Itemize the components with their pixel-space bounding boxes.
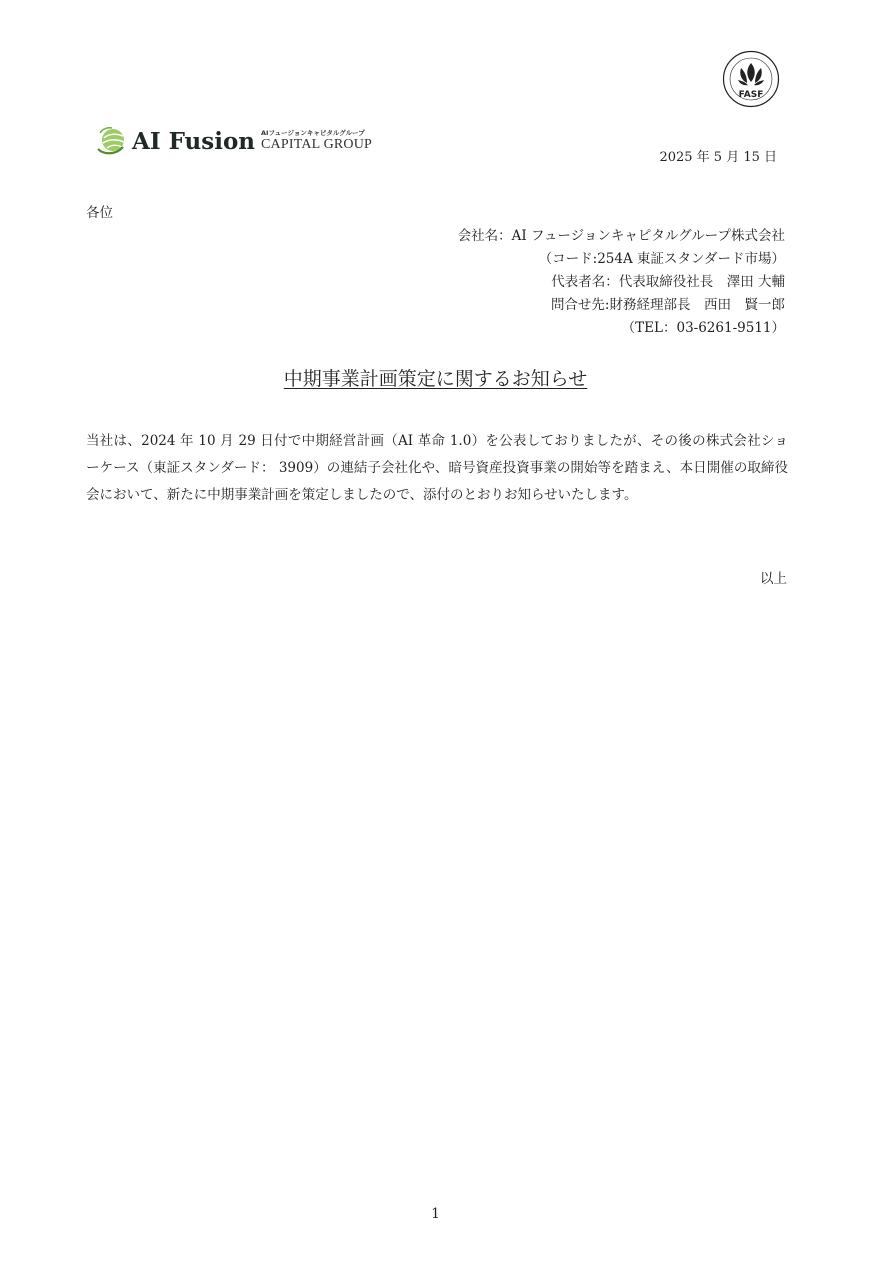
logo-main-text: AI Fusion: [132, 127, 256, 155]
tel-line: （TEL：03-6261-9511）: [621, 320, 785, 336]
representative-line: 代表者名：代表取締役社長 澤田 大輔: [551, 274, 785, 290]
logo-subtitle-en: CAPITAL GROUP: [261, 137, 373, 153]
logo-subtitle-jp: AIフュージョンキャピタルグループ: [261, 128, 365, 137]
stock-code-line: （コード:254A 東証スタンダード市場）: [538, 251, 785, 267]
closing-mark: 以上: [760, 571, 787, 587]
seal-text: FASF: [738, 90, 764, 100]
logo-subtitle: [261, 130, 372, 153]
body-paragraph: 当社は、2024 年 10 月 29 日付で中期経営計画（AI 革命 1.0）を公表しておりましたが、その後の株式会社ショーケース（東証スタンダード： 3909）の連結子会社化や、暗号資産投資事業の開始等を踏まえ、本日開催の取締役会において、新たに中期事業計画を策定しましたので、添付のとおりお知らせいたします。: [86, 433, 788, 503]
globe-logo-icon: [96, 125, 128, 157]
addressee: 各位: [86, 205, 113, 221]
fasf-seal-icon: [722, 50, 780, 108]
page-number: 1: [431, 1206, 440, 1222]
company-name-line: 会社名：AI フュージョンキャピタルグループ株式会社: [457, 228, 785, 244]
contact-line: 問合せ先:財務経理部長 西田 賢一郎: [550, 297, 785, 313]
company-info: [458, 225, 785, 340]
document-date: 2025 年 5 月 15 日: [659, 150, 777, 165]
company-logo: [96, 124, 372, 158]
document-title: 中期事業計画策定に関するお知らせ: [283, 368, 588, 390]
